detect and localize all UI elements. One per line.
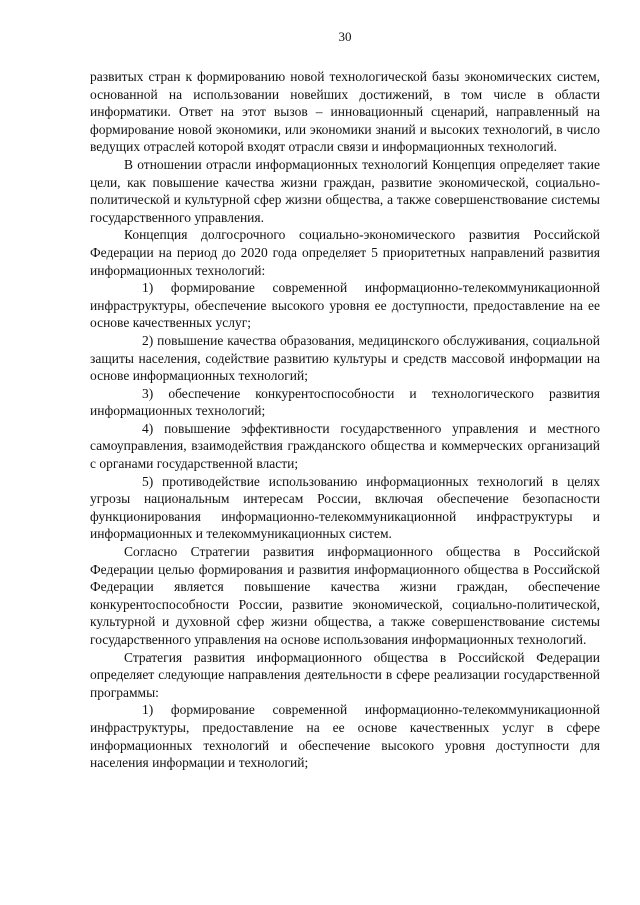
paragraph-continuation: развитых стран к формированию новой технологической базы экономических систем, основанной на использовании новейших достижений, в том числе в области информатики. Ответ на этот вызов – инновационный сценарий, направленный на формирование новой экономики, или экономики знаний и высоких технологий, в число ведущих отраслей которой входят отрасли связи и информационных технологий.: [90, 69, 600, 155]
list-item: 1) формирование современной информационно-телекоммуникационной инфраструктуры, предоставление на ее основе качественных услуг в сфере информационных технологий и обеспечение высокого уровня доступности для населения информации и технологий;: [90, 702, 600, 771]
paragraph-strategy-directions: Стратегия развития информационного общества в Российской Федерации определяет следующие направления деятельности в сфере реализации государственной программы:: [90, 649, 600, 700]
paragraph-concept-goals: В отношении отрасли информационных технологий Концепция определяет такие цели, как повышение качества жизни граждан, развитие экономической, социально-политической и культурной сфер жизни общества, а также совершенствование системы государственного управления.: [90, 156, 600, 225]
body-text: [90, 68, 600, 772]
list-item: 2) повышение качества образования, медицинского обслуживания, социальной защиты населения, содействие развитию культуры и средств массовой информации на основе информационных технологий;: [90, 332, 600, 384]
page-number: 30: [338, 29, 352, 44]
paragraph-concept-2020: Концепция долгосрочного социально-экономического развития Российской Федерации на период до 2020 года определяет 5 приоритетных направлений развития информационных технологий:: [90, 227, 600, 278]
list-item: 5) противодействие использованию информационных технологий в целях угрозы национальным интересам России, включая обеспечение безопасности функционирования информационно-телекоммуникационной инфраструктуры и информационных и телекоммуникационных систем.: [90, 473, 600, 542]
list-item: 3) обеспечение конкурентоспособности и технологического развития информационных технологий;: [90, 385, 600, 419]
list-item: 4) повышение эффективности государственного управления и местного самоуправления, взаимодействия гражданского общества и коммерческих организаций с органами государственной власти;: [90, 420, 600, 472]
list-item: 1) формирование современной информационно-телекоммуникационной инфраструктуры, обеспечение высокого уровня ее доступности, предоставление на ее основе качественных услуг;: [90, 280, 600, 331]
paragraph-strategy-goal: Согласно Стратегии развития информационного общества в Российской Федерации целью формирования и развития информационного общества в Российской Федерации является повышение качества жизни граждан, обеспечение конкурентоспособности России, развитие экономической, социально-политической, культурной и духовной сфер жизни общества, а также совершенствование системы государственного управления на основе использования информационных технологий.: [90, 544, 600, 647]
